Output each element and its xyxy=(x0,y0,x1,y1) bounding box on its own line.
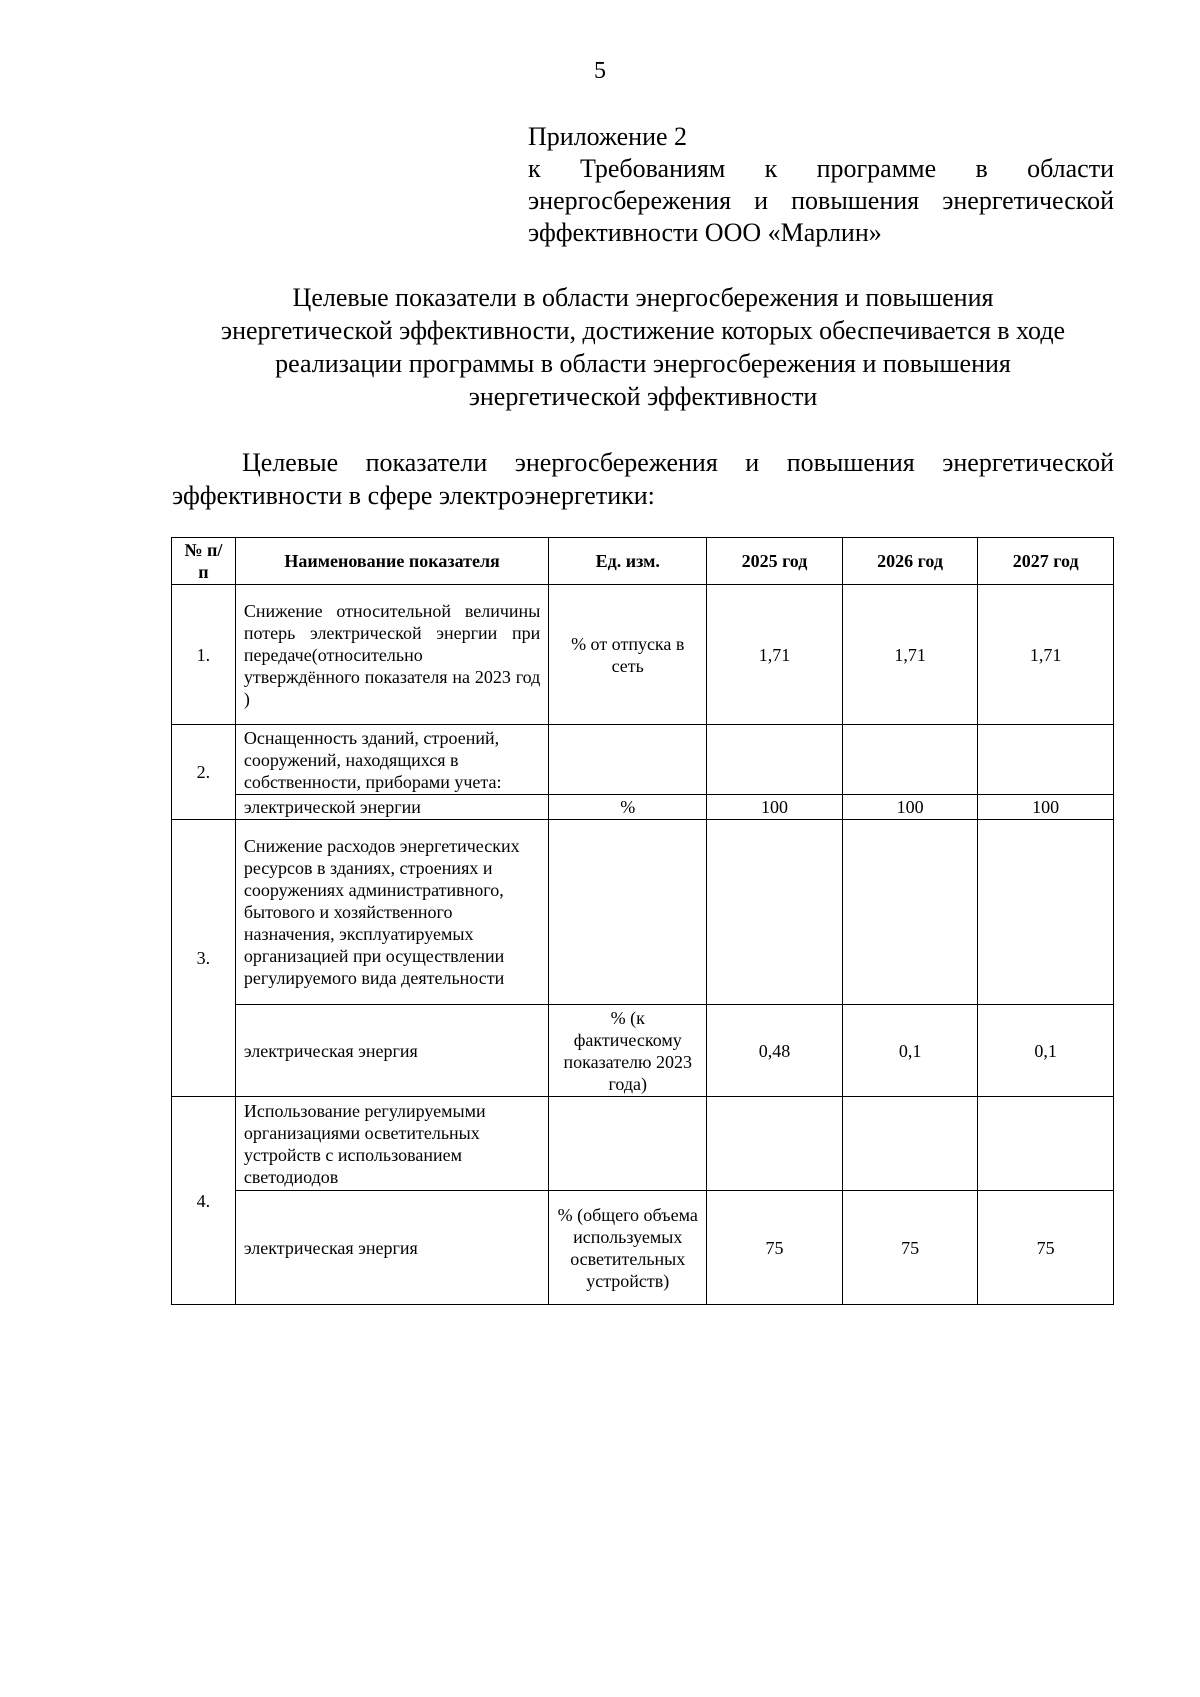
empty-cell xyxy=(549,725,707,795)
indicator-name: Оснащенность зданий, строений, сооружений, находящихся в собственности, приборами учета: xyxy=(235,725,548,795)
table-row xyxy=(172,585,1114,725)
indicator-name: Снижение относительной величины потерь электрической энергии при передаче(относительно утверждённого показателя на 2023 год ) xyxy=(235,585,548,725)
annex-title: Приложение 2 xyxy=(528,122,688,151)
indicator-name: Использование регулируемыми организациями осветительных устройств с использованием светодиодов xyxy=(235,1097,548,1191)
empty-cell xyxy=(707,1097,843,1191)
document-title-line-1: Целевые показатели в области энергосбережения и повышения xyxy=(292,283,994,312)
indicator-unit: % (общего объема используемых осветительных устройств) xyxy=(549,1191,707,1305)
table-subrow xyxy=(172,1005,1114,1097)
indicator-subname: электрическая энергия xyxy=(235,1005,548,1097)
value-2027: 1,71 xyxy=(978,585,1114,725)
row-number: 3. xyxy=(172,820,236,1097)
indicator-unit: % xyxy=(549,795,707,820)
value-2027: 100 xyxy=(978,795,1114,820)
indicator-subname: электрической энергии xyxy=(235,795,548,820)
empty-cell xyxy=(978,725,1114,795)
row-number: 1. xyxy=(172,585,236,725)
annex-block xyxy=(528,121,1114,249)
value-2026: 1,71 xyxy=(842,585,978,725)
row-number: 2. xyxy=(172,725,236,820)
header-no: № п/п xyxy=(172,538,236,585)
value-2025: 1,71 xyxy=(707,585,843,725)
table-header-row xyxy=(172,538,1114,585)
document-title-line-3: реализации программы в области энергосбережения и повышения xyxy=(275,349,1011,378)
intro-line-2: эффективности в сфере электроэнергетики: xyxy=(172,481,655,510)
annex-line-3: эффективности ООО «Марлин» xyxy=(528,218,882,247)
header-2025: 2025 год xyxy=(707,538,843,585)
page-number: 5 xyxy=(594,58,606,84)
value-2026: 100 xyxy=(842,795,978,820)
indicator-unit: % (к фактическому показателю 2023 года) xyxy=(549,1005,707,1097)
value-2025: 100 xyxy=(707,795,843,820)
table-subrow xyxy=(172,1191,1114,1305)
empty-cell xyxy=(842,725,978,795)
indicator-name: Снижение расходов энергетических ресурсов в зданиях, строениях и сооружениях административного, бытового и хозяйственного назначения, эксплуатируемых организацией при осуществлении регулируемого вида деятельности xyxy=(235,820,548,1005)
value-2026: 0,1 xyxy=(842,1005,978,1097)
empty-cell xyxy=(707,725,843,795)
annex-line-1: к Требованиям к программе в области xyxy=(528,154,1114,183)
empty-cell xyxy=(707,820,843,1005)
indicator-subname: электрическая энергия xyxy=(235,1191,548,1305)
value-2027: 75 xyxy=(978,1191,1114,1305)
table-row xyxy=(172,1097,1114,1191)
table-subrow xyxy=(172,795,1114,820)
header-name: Наименование показателя xyxy=(235,538,548,585)
document-title-line-2: энергетической эффективности, достижение которых обеспечивается в ходе xyxy=(220,316,1066,345)
document-title xyxy=(160,281,1126,413)
table-row xyxy=(172,820,1114,1005)
header-2027: 2027 год xyxy=(978,538,1114,585)
empty-cell xyxy=(978,820,1114,1005)
indicator-unit: % от отпуска в сеть xyxy=(549,585,707,725)
document-title-line-4: энергетической эффективности xyxy=(468,382,818,411)
intro-line-1: Целевые показатели энергосбережения и повышения энергетической xyxy=(242,448,1114,477)
intro-paragraph xyxy=(172,446,1114,512)
value-2025: 0,48 xyxy=(707,1005,843,1097)
empty-cell xyxy=(549,1097,707,1191)
value-2027: 0,1 xyxy=(978,1005,1114,1097)
table-row xyxy=(172,725,1114,795)
empty-cell xyxy=(549,820,707,1005)
annex-line-2: энергосбережения и повышения энергетической xyxy=(528,186,1114,215)
row-number: 4. xyxy=(172,1097,236,1305)
empty-cell xyxy=(842,1097,978,1191)
header-unit: Ед. изм. xyxy=(549,538,707,585)
empty-cell xyxy=(978,1097,1114,1191)
value-2025: 75 xyxy=(707,1191,843,1305)
header-2026: 2026 год xyxy=(842,538,978,585)
empty-cell xyxy=(842,820,978,1005)
value-2026: 75 xyxy=(842,1191,978,1305)
indicators-table xyxy=(171,537,1114,1305)
